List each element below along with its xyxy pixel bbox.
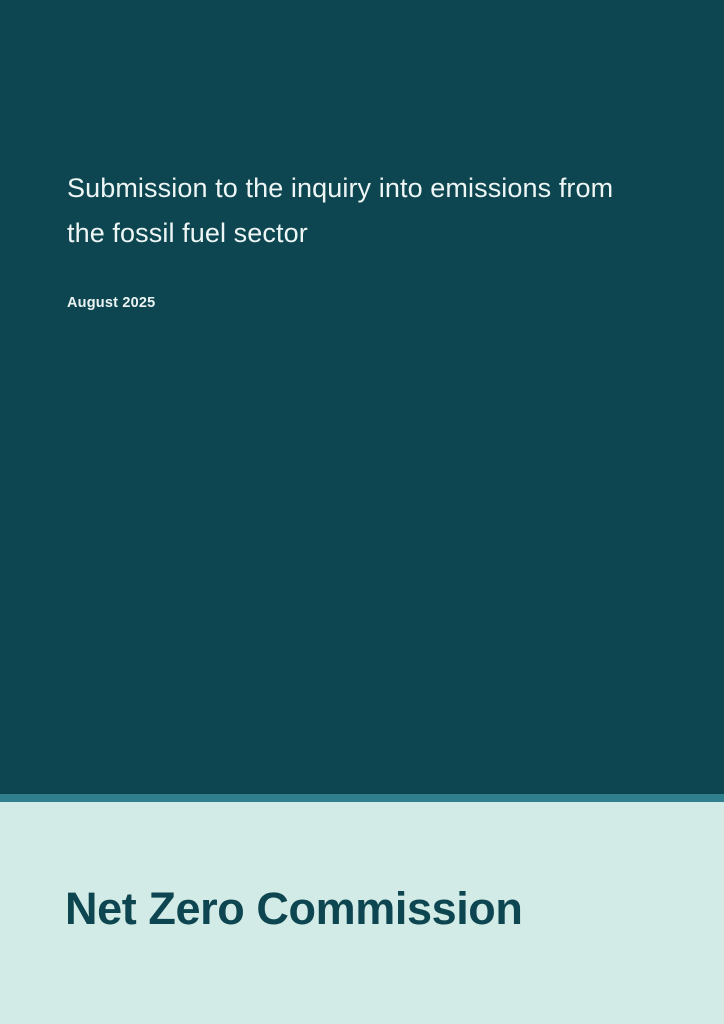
page-title: Submission to the inquiry into emissions from the fossil fuel sector <box>67 173 614 248</box>
cover-footer-panel <box>0 802 724 1024</box>
organisation-name: Net Zero Commission <box>65 883 523 934</box>
cover-title-block <box>67 166 647 311</box>
publication-date: August 2025 <box>67 295 156 312</box>
accent-divider <box>0 794 724 802</box>
